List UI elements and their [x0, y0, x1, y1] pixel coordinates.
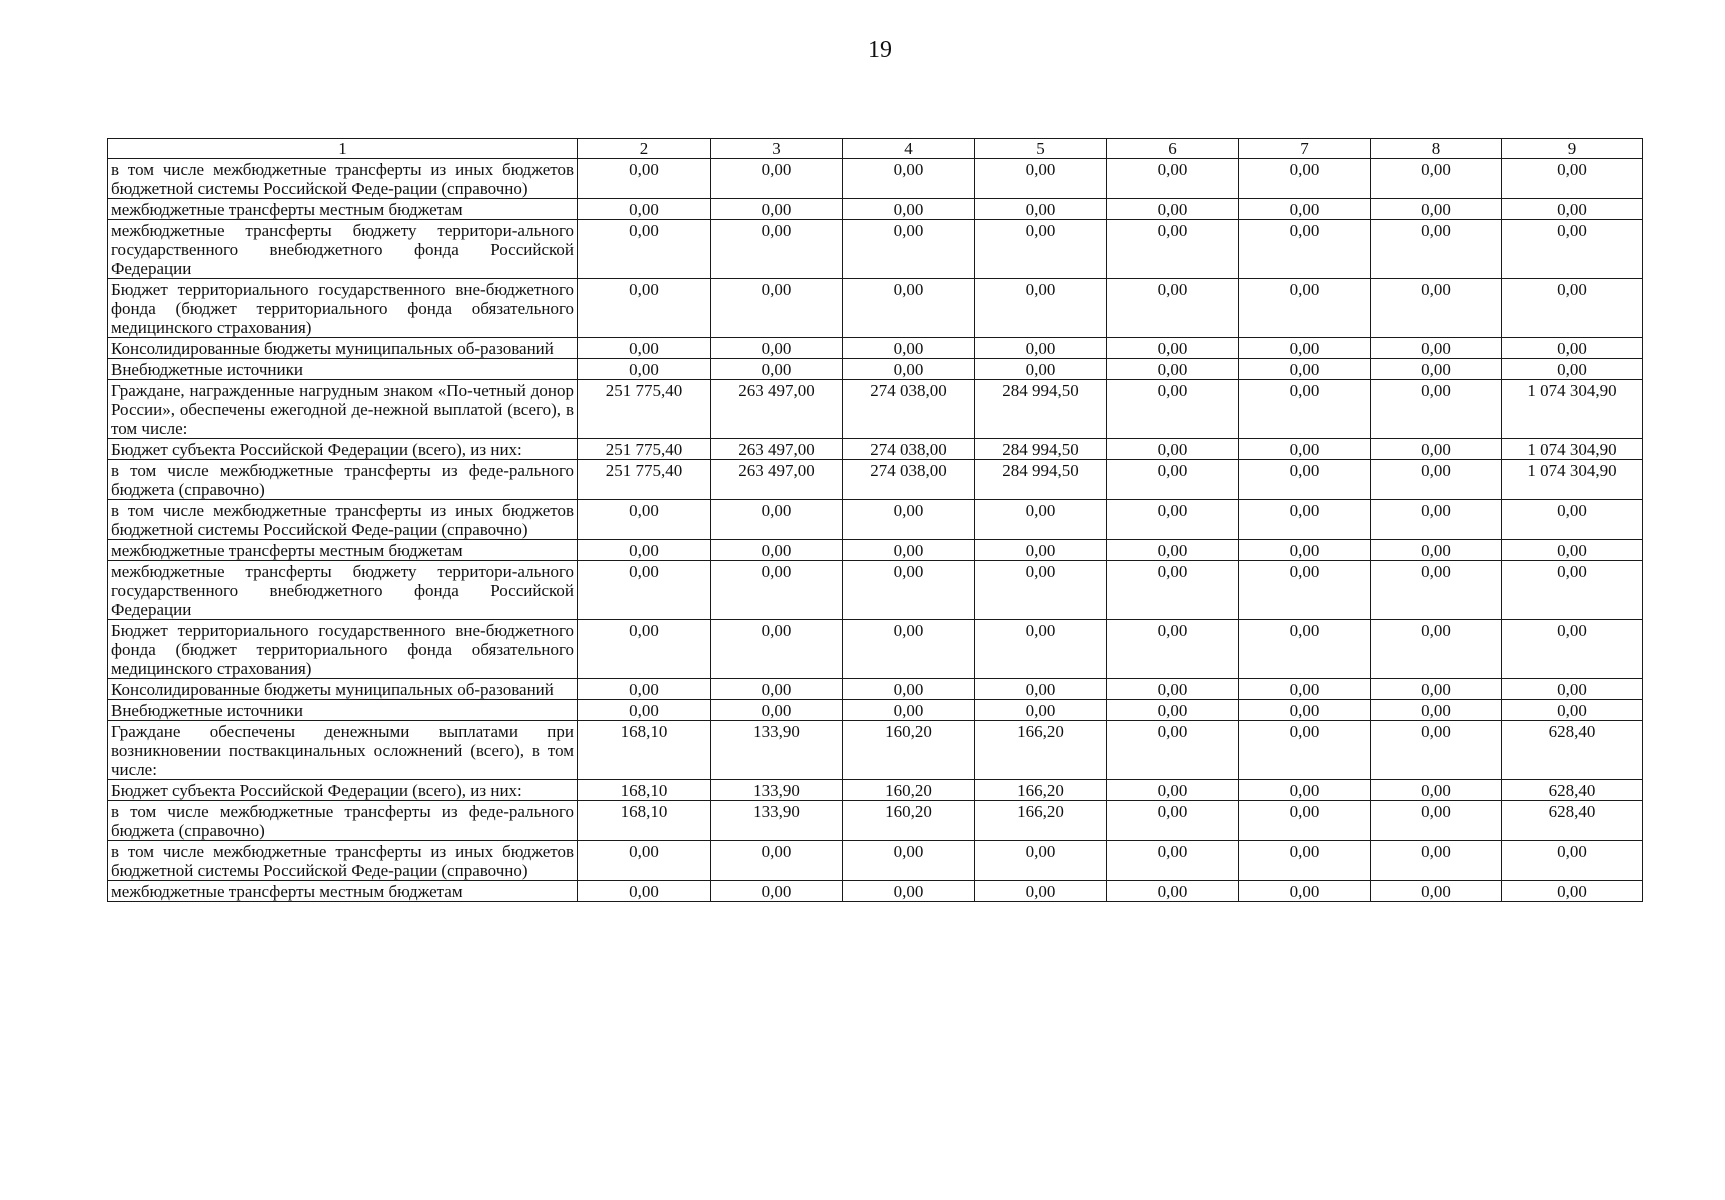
row-value: 0,00 — [1107, 460, 1239, 500]
row-value: 0,00 — [578, 561, 711, 620]
row-label: в том числе межбюджетные трансферты из иных бюджетов бюджетной системы Российской Феде-рации (справочно) — [108, 159, 578, 199]
row-value: 160,20 — [843, 780, 975, 801]
row-value: 0,00 — [1502, 881, 1643, 902]
row-value: 0,00 — [1502, 841, 1643, 881]
row-value: 0,00 — [1107, 338, 1239, 359]
row-value: 0,00 — [1239, 279, 1371, 338]
row-value: 0,00 — [1502, 199, 1643, 220]
column-header: 9 — [1502, 139, 1643, 159]
row-value: 0,00 — [1239, 561, 1371, 620]
row-value: 0,00 — [843, 199, 975, 220]
row-value: 0,00 — [1239, 801, 1371, 841]
row-value: 0,00 — [1239, 841, 1371, 881]
row-value: 0,00 — [975, 279, 1107, 338]
row-value: 0,00 — [1239, 380, 1371, 439]
row-value: 0,00 — [975, 199, 1107, 220]
row-value: 0,00 — [1502, 359, 1643, 380]
row-label: межбюджетные трансферты местным бюджетам — [108, 540, 578, 561]
row-value: 0,00 — [711, 500, 843, 540]
row-value: 628,40 — [1502, 780, 1643, 801]
row-value: 0,00 — [1371, 841, 1502, 881]
row-value: 0,00 — [1371, 540, 1502, 561]
row-value: 0,00 — [1107, 199, 1239, 220]
column-header: 8 — [1371, 139, 1502, 159]
table-row — [108, 199, 1643, 220]
row-value: 0,00 — [1239, 500, 1371, 540]
row-label: в том числе межбюджетные трансферты из феде-рального бюджета (справочно) — [108, 460, 578, 500]
table-row — [108, 439, 1643, 460]
row-value: 0,00 — [711, 841, 843, 881]
row-value: 0,00 — [1502, 338, 1643, 359]
row-label: Консолидированные бюджеты муниципальных об-разований — [108, 679, 578, 700]
table-row — [108, 700, 1643, 721]
row-value: 0,00 — [1107, 159, 1239, 199]
row-value: 0,00 — [711, 561, 843, 620]
row-label: в том числе межбюджетные трансферты из иных бюджетов бюджетной системы Российской Феде-рации (справочно) — [108, 841, 578, 881]
row-value: 160,20 — [843, 801, 975, 841]
row-value: 263 497,00 — [711, 460, 843, 500]
table-body — [108, 159, 1643, 902]
row-label: Консолидированные бюджеты муниципальных об-разований — [108, 338, 578, 359]
row-value: 0,00 — [1107, 679, 1239, 700]
row-label: Бюджет субъекта Российской Федерации (всего), из них: — [108, 780, 578, 801]
row-value: 0,00 — [1502, 679, 1643, 700]
row-value: 0,00 — [975, 620, 1107, 679]
row-value: 0,00 — [578, 620, 711, 679]
row-label: Бюджет территориального государственного вне-бюджетного фонда (бюджет территориального фонда обязательного медицинского страхования) — [108, 279, 578, 338]
row-value: 263 497,00 — [711, 439, 843, 460]
row-value: 251 775,40 — [578, 439, 711, 460]
row-label: Бюджет территориального государственного вне-бюджетного фонда (бюджет территориального фонда обязательного медицинского страхования) — [108, 620, 578, 679]
row-value: 0,00 — [711, 279, 843, 338]
row-value: 0,00 — [1502, 700, 1643, 721]
row-value: 0,00 — [1371, 721, 1502, 780]
table-row — [108, 620, 1643, 679]
row-value: 0,00 — [843, 220, 975, 279]
row-value: 0,00 — [578, 279, 711, 338]
row-value: 628,40 — [1502, 721, 1643, 780]
row-value: 251 775,40 — [578, 380, 711, 439]
row-value: 0,00 — [711, 620, 843, 679]
row-value: 0,00 — [1371, 881, 1502, 902]
row-label: Граждане обеспечены денежными выплатами при возникновении поствакцинальных осложнений (всего), в том числе: — [108, 721, 578, 780]
row-value: 0,00 — [975, 338, 1107, 359]
row-value: 251 775,40 — [578, 460, 711, 500]
row-value: 0,00 — [1107, 359, 1239, 380]
column-header: 2 — [578, 139, 711, 159]
row-value: 0,00 — [578, 679, 711, 700]
row-value: 0,00 — [1502, 500, 1643, 540]
row-value: 0,00 — [578, 841, 711, 881]
row-value: 274 038,00 — [843, 460, 975, 500]
row-value: 166,20 — [975, 801, 1107, 841]
row-label: Внебюджетные источники — [108, 700, 578, 721]
table-row — [108, 561, 1643, 620]
table-row — [108, 801, 1643, 841]
row-value: 0,00 — [1239, 338, 1371, 359]
row-value: 0,00 — [711, 540, 843, 561]
table-row — [108, 220, 1643, 279]
table-row — [108, 359, 1643, 380]
row-value: 0,00 — [1107, 279, 1239, 338]
column-header: 1 — [108, 139, 578, 159]
column-header: 7 — [1239, 139, 1371, 159]
row-value: 0,00 — [843, 159, 975, 199]
row-value: 0,00 — [975, 220, 1107, 279]
row-label: в том числе межбюджетные трансферты из феде-рального бюджета (справочно) — [108, 801, 578, 841]
row-value: 0,00 — [975, 540, 1107, 561]
row-label: Бюджет субъекта Российской Федерации (всего), из них: — [108, 439, 578, 460]
row-value: 0,00 — [843, 338, 975, 359]
column-header: 6 — [1107, 139, 1239, 159]
row-label: межбюджетные трансферты местным бюджетам — [108, 881, 578, 902]
row-value: 0,00 — [1502, 620, 1643, 679]
column-header: 4 — [843, 139, 975, 159]
row-value: 0,00 — [975, 359, 1107, 380]
row-value: 1 074 304,90 — [1502, 460, 1643, 500]
row-value: 0,00 — [1107, 881, 1239, 902]
row-value: 0,00 — [711, 881, 843, 902]
row-value: 0,00 — [843, 620, 975, 679]
row-value: 0,00 — [711, 359, 843, 380]
row-label: межбюджетные трансферты местным бюджетам — [108, 199, 578, 220]
row-value: 0,00 — [975, 881, 1107, 902]
row-value: 0,00 — [975, 500, 1107, 540]
row-value: 0,00 — [975, 841, 1107, 881]
row-value: 0,00 — [1239, 700, 1371, 721]
table-row — [108, 279, 1643, 338]
row-value: 284 994,50 — [975, 439, 1107, 460]
row-value: 0,00 — [1371, 620, 1502, 679]
row-value: 0,00 — [578, 881, 711, 902]
row-value: 0,00 — [1371, 801, 1502, 841]
row-value: 0,00 — [578, 540, 711, 561]
row-value: 0,00 — [578, 338, 711, 359]
column-header: 3 — [711, 139, 843, 159]
row-value: 0,00 — [1107, 700, 1239, 721]
row-value: 274 038,00 — [843, 380, 975, 439]
row-value: 0,00 — [578, 220, 711, 279]
row-value: 0,00 — [1371, 780, 1502, 801]
row-value: 0,00 — [1239, 439, 1371, 460]
table-row — [108, 540, 1643, 561]
row-value: 628,40 — [1502, 801, 1643, 841]
row-value: 0,00 — [1371, 500, 1502, 540]
row-value: 0,00 — [1371, 220, 1502, 279]
row-value: 0,00 — [1107, 620, 1239, 679]
row-value: 168,10 — [578, 801, 711, 841]
table-row — [108, 380, 1643, 439]
budget-table — [107, 138, 1643, 902]
row-value: 284 994,50 — [975, 380, 1107, 439]
table-row — [108, 460, 1643, 500]
row-value: 133,90 — [711, 801, 843, 841]
row-value: 0,00 — [843, 700, 975, 721]
row-value: 0,00 — [843, 679, 975, 700]
row-value: 0,00 — [843, 881, 975, 902]
table-row — [108, 721, 1643, 780]
row-value: 0,00 — [1371, 279, 1502, 338]
row-value: 0,00 — [975, 700, 1107, 721]
row-value: 168,10 — [578, 780, 711, 801]
row-label: межбюджетные трансферты бюджету территори-ального государственного внебюджетного фонда Российской Федерации — [108, 561, 578, 620]
row-value: 0,00 — [1239, 359, 1371, 380]
row-value: 0,00 — [1107, 561, 1239, 620]
row-value: 166,20 — [975, 780, 1107, 801]
row-value: 0,00 — [1107, 439, 1239, 460]
row-value: 0,00 — [1239, 199, 1371, 220]
row-value: 0,00 — [578, 359, 711, 380]
row-value: 133,90 — [711, 780, 843, 801]
row-value: 274 038,00 — [843, 439, 975, 460]
row-value: 0,00 — [843, 561, 975, 620]
row-value: 0,00 — [1107, 841, 1239, 881]
row-value: 0,00 — [1239, 881, 1371, 902]
row-value: 0,00 — [1371, 460, 1502, 500]
row-value: 0,00 — [1371, 380, 1502, 439]
row-value: 0,00 — [1502, 159, 1643, 199]
row-value: 0,00 — [1239, 220, 1371, 279]
row-value: 0,00 — [1239, 460, 1371, 500]
row-value: 284 994,50 — [975, 460, 1107, 500]
row-value: 263 497,00 — [711, 380, 843, 439]
row-value: 0,00 — [1239, 780, 1371, 801]
row-value: 0,00 — [711, 700, 843, 721]
row-label: межбюджетные трансферты бюджету территори-ального государственного внебюджетного фонда Российской Федерации — [108, 220, 578, 279]
row-value: 0,00 — [1107, 380, 1239, 439]
row-value: 0,00 — [843, 500, 975, 540]
row-value: 0,00 — [1107, 220, 1239, 279]
row-value: 0,00 — [843, 841, 975, 881]
row-value: 0,00 — [1371, 700, 1502, 721]
row-value: 0,00 — [1107, 721, 1239, 780]
row-value: 0,00 — [578, 500, 711, 540]
row-value: 160,20 — [843, 721, 975, 780]
row-value: 0,00 — [1371, 679, 1502, 700]
row-value: 0,00 — [578, 700, 711, 721]
row-value: 168,10 — [578, 721, 711, 780]
row-value: 0,00 — [1371, 199, 1502, 220]
row-value: 0,00 — [1107, 540, 1239, 561]
row-value: 0,00 — [1502, 220, 1643, 279]
table-row — [108, 780, 1643, 801]
row-value: 1 074 304,90 — [1502, 380, 1643, 439]
table-row — [108, 841, 1643, 881]
row-value: 0,00 — [1239, 679, 1371, 700]
row-value: 0,00 — [1239, 721, 1371, 780]
row-value: 0,00 — [1239, 620, 1371, 679]
row-value: 0,00 — [1239, 159, 1371, 199]
row-value: 133,90 — [711, 721, 843, 780]
row-value: 0,00 — [1502, 561, 1643, 620]
row-value: 0,00 — [975, 561, 1107, 620]
row-label: Граждане, награжденные нагрудным знаком «По-четный донор России», обеспечены ежегодной де-нежной выплатой (всего), в том числе: — [108, 380, 578, 439]
table-row — [108, 500, 1643, 540]
page-number: 19 — [868, 37, 892, 63]
row-value: 1 074 304,90 — [1502, 439, 1643, 460]
table-row — [108, 159, 1643, 199]
row-value: 0,00 — [711, 338, 843, 359]
row-value: 0,00 — [578, 199, 711, 220]
row-value: 0,00 — [1371, 359, 1502, 380]
row-value: 0,00 — [711, 220, 843, 279]
row-value: 0,00 — [1107, 500, 1239, 540]
table-row — [108, 679, 1643, 700]
row-value: 0,00 — [1502, 540, 1643, 561]
row-value: 166,20 — [975, 721, 1107, 780]
row-value: 0,00 — [1371, 338, 1502, 359]
row-value: 0,00 — [1239, 540, 1371, 561]
row-value: 0,00 — [711, 159, 843, 199]
row-value: 0,00 — [1502, 279, 1643, 338]
row-value: 0,00 — [843, 359, 975, 380]
row-value: 0,00 — [711, 679, 843, 700]
row-value: 0,00 — [578, 159, 711, 199]
row-value: 0,00 — [711, 199, 843, 220]
column-number-row — [108, 139, 1643, 159]
row-value: 0,00 — [1107, 801, 1239, 841]
row-value: 0,00 — [843, 279, 975, 338]
row-label: Внебюджетные источники — [108, 359, 578, 380]
table-row — [108, 338, 1643, 359]
row-value: 0,00 — [975, 159, 1107, 199]
row-value: 0,00 — [843, 540, 975, 561]
row-label: в том числе межбюджетные трансферты из иных бюджетов бюджетной системы Российской Феде-рации (справочно) — [108, 500, 578, 540]
table-row — [108, 881, 1643, 902]
row-value: 0,00 — [1371, 561, 1502, 620]
row-value: 0,00 — [975, 679, 1107, 700]
row-value: 0,00 — [1371, 439, 1502, 460]
column-header: 5 — [975, 139, 1107, 159]
row-value: 0,00 — [1107, 780, 1239, 801]
row-value: 0,00 — [1371, 159, 1502, 199]
